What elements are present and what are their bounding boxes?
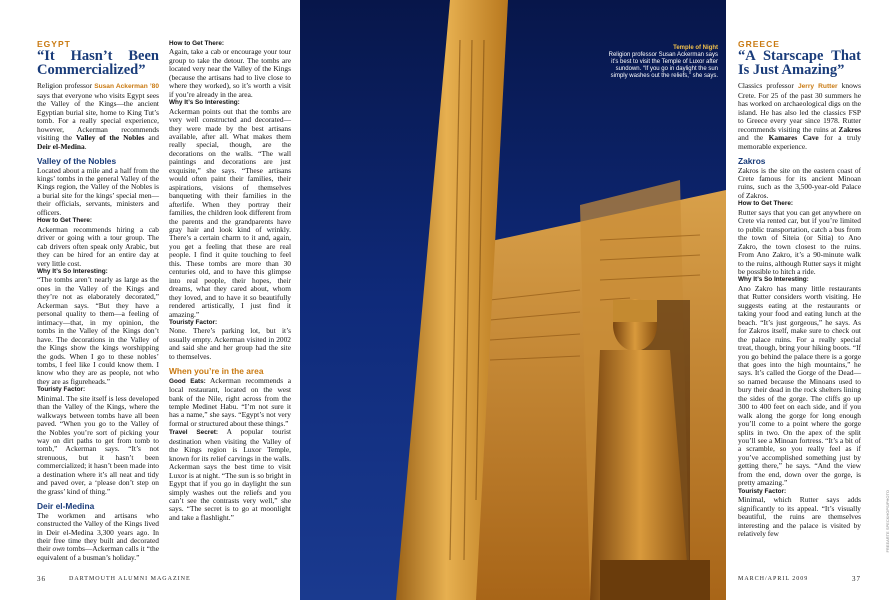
egypt-intro: Religion professor Susan Ackerman ’80 says that everyone who visits Egypt sees the Valley of the Kings—the ancient Egyptian burial site, home to King Tut’s tomb. For a really special experience, however, Ackerman recommends visiting the Valley of the Nobles and Deir el-Medina. (37, 81, 160, 151)
deir-touristy-label: Touristy Factor: (169, 318, 218, 326)
left-column-2 (169, 40, 291, 522)
luxor-temple-illustration (300, 0, 726, 600)
caption-title: Temple of Night (673, 45, 718, 51)
left-column-1 (37, 40, 159, 562)
travel-secret: Travel Secret: A popular tourist destination when visiting the Valley of the Kings region is Luxor Temple, known for its relief carvings in the walls. Ackerman says the best time to visit Luxor is at night. “The sun is so bright in Egypt that if you go in daylight the sun simply washes out the reliefs and you can’t see the contrasts very well,” she says. “The secret is to go at moonlight and take a flashlight.” (169, 427, 291, 522)
photo-caption (600, 45, 718, 80)
nobles-why-text: “The tombs aren’t nearly as large as the ones in the Valley of the Kings and they’re not as elaborately decorated,” Ackerman says. “But they have a personal quality to them—a feeling of intimacy—that, in my opinion, the tombs in the Valley of the Kings don’t have. The decorations in the Valley of the Kings show the kings worshipping the gods. When I go to these nobles’ tombs, I feel like I could know them. I know who they are as people, not who they are as figureheads.” (37, 275, 159, 386)
nobles-touristy-text: Minimal. The site itself is less developed than the Valley of the Kings, where the walkways between tombs have all been paved. “When you go to the Valley of the Nobles you’re sort of picking your way on dirt paths to get from tomb to tomb,” Ackerman says. “It’s not strenuous, but it hasn’t been commercialized; it hasn’t been made into a destination where it’s all neat and tidy and paved over, a ‘please don’t step on the grass’ kind of thing.” (37, 393, 159, 496)
nobles-how-label: How to Get There: (37, 217, 93, 225)
zakros-why-text: Ano Zakro has many little restaurants that Rutter considers worth visiting. He suggests eating at the restaurants or taking your food and eating lunch at the beach. “It’s just gorgeous,” he says. As for Zakros itself, make sure to check out the palace ruins. For a really special treat, though, bring your hiking boots. “If you go behind the palace there is a gorge that goes into the high mountains,” he says. It’s called the Gorge of the Dead—so named because the Minoans used to bury their dead in the rock shelters lining the sides of the gorge. The cliffs go up 300 to 400 feet on each side, and if you walk along the gorge for long enough you’ll come to a point where the gorge splits in two. On the apex of the split you’ll see a Minoan fortress. “It’s a bit of a scramble, so you really feel as if you’ve accomplished something just by getting there,” he says. “And the view from the end, down over the gorge, is pretty amazing.” (738, 283, 861, 488)
nobles-touristy-label: Touristy Factor: (37, 386, 86, 394)
egypt-kicker: EGYPT (37, 39, 71, 49)
greece-kicker: GREECE (738, 39, 780, 49)
rutter-name: Jerry Rutter (797, 83, 838, 91)
zakros-touristy-text: Minimal, which Rutter says adds significantly to its appeal. “It’s visually beautiful, the ruins are themselves interesting and the palace is visited by relatively few (738, 495, 861, 539)
zakros-why-label: Why It’s So Interesting: (738, 276, 809, 284)
ackerman-name: Susan Ackerman ’80 (94, 83, 160, 91)
valley-nobles-heading: Valley of the Nobles (37, 156, 117, 167)
luxor-temple-photo (300, 0, 726, 600)
deir-heading: Deir el-Medina (37, 501, 95, 512)
zakros-heading: Zakros (738, 156, 766, 167)
right-column (738, 40, 861, 538)
nobles-how-text: Ackerman recommends hiring a cab driver or going with a tour group. The cab drivers often speak only Arabic, but they can be hired for an entire day at very little cost. (37, 224, 159, 268)
greece-intro: Classics professor Jerry Rutter knows Crete. For 25 of the past 30 summers he has worked on archaeological digs on the island. He has also led the classics FSP to Greece every year since 1978. Rutter recommends visiting the ruins at Zakros and the Kamares Cave for a truly memorable experience. (738, 81, 861, 151)
greece-article-title: “A Starscape That Is Just Amazing” (738, 48, 861, 79)
caption-text: Religion professor Susan Ackerman says it’s best to visit the Temple of Luxor after sundown. “If you go in daylight the sun simply washes out the reliefs,” she says. (608, 52, 718, 79)
deir-body: The workmen and artisans who constructed the Valley of the Kings lived in Deir el-Medina 3,300 years ago. In their free time they built and decorated their own tombs—Ackerman calls it “the equivalent of a busman’s holiday.” (37, 510, 159, 562)
in-the-area-heading: When you’re in the area (169, 366, 264, 377)
good-eats: Good Eats: Ackerman recommends a local restaurant, located on the west bank of the Nile, right across from the temple Medinet Habu. “I’m not sure it has a name,” she says. “Egypt’s not very formal or structured about these things.” (169, 375, 291, 428)
deir-why-label: Why It’s So Interesting: (169, 99, 240, 107)
deir-touristy-text: None. There’s parking lot, but it’s usually empty. Ackerman visited in 2002 and said she and her group had the site to themselves. (169, 326, 291, 361)
zakros-how-text: Rutter says that you can get anywhere on Crete via rented car, but if you’re limited to public transportation, catch a bus from the town of Siteia (or Sitia) to Ano Zakro, the town closest to the ruins. From Ano Zakro, it’s a 90-minute walk to the ruins, although Rutter says it might be possible to hitch a ride. (738, 207, 861, 276)
left-page-number: 36 (37, 575, 46, 583)
zakros-body: Zakros is the site on the eastern coast of Crete famous for its ancient Minoan ruins, such as the 3,500-year-old Palace of Zakros. (738, 165, 861, 200)
deir-how-text: Again, take a cab or encourage your tour group to take the detour. The tombs are located very near the Valley of the Kings (because the artisans had to live close to where they worked), so it’s worth a visit if you’re already in the area. (169, 47, 291, 99)
zakros-touristy-label: Touristy Factor: (738, 487, 787, 495)
deir-how-label: How to Get There: (169, 40, 225, 47)
deir-why-text: Ackerman points out that the tombs are very well constructed and decorated—they were made by the best artisans available, after all. What makes them really special, though, are the decorations on the walls. “The wall paintings and decorations are just exquisite,” she says. “These artisans would often paint their families, their aspirations, visions of themselves banqueting with their families in the afterlife. When they portray their families, the children look different from the parents and the grandparents have gray hair and look kind of wrinkly. There’s a certain charm to it and, again, you get a feeling that these are real people. I find it quite touching to feel this. These tombs are more than 30 centuries old, and to have this glimpse into real people, their hopes, their dreams, what they cared about, whom they loved, and to have it so beautifully rendered artistically, I just find it amazing.” (169, 106, 291, 319)
right-folio-date: MARCH/APRIL 2009 (738, 576, 809, 582)
egypt-article-title: “It Hasn’t Been Commercialized” (37, 48, 159, 79)
valley-nobles-body: Located about a mile and a half from the kings’ tombs in the general Valley of the Kings region, the Valley of the Nobles is a burial site for the kings’ special men—their officials, servants, ministers and officers. (37, 165, 159, 217)
right-page-number: 37 (852, 575, 861, 583)
left-folio-magazine: DARTMOUTH ALUMNI MAGAZINE (69, 576, 191, 582)
zakros-how-label: How to Get There: (738, 200, 794, 208)
nobles-why-label: Why It’s So Interesting: (37, 267, 108, 275)
photo-credit: FREEARTE SPECKHOPS/PHOTO (885, 490, 890, 553)
